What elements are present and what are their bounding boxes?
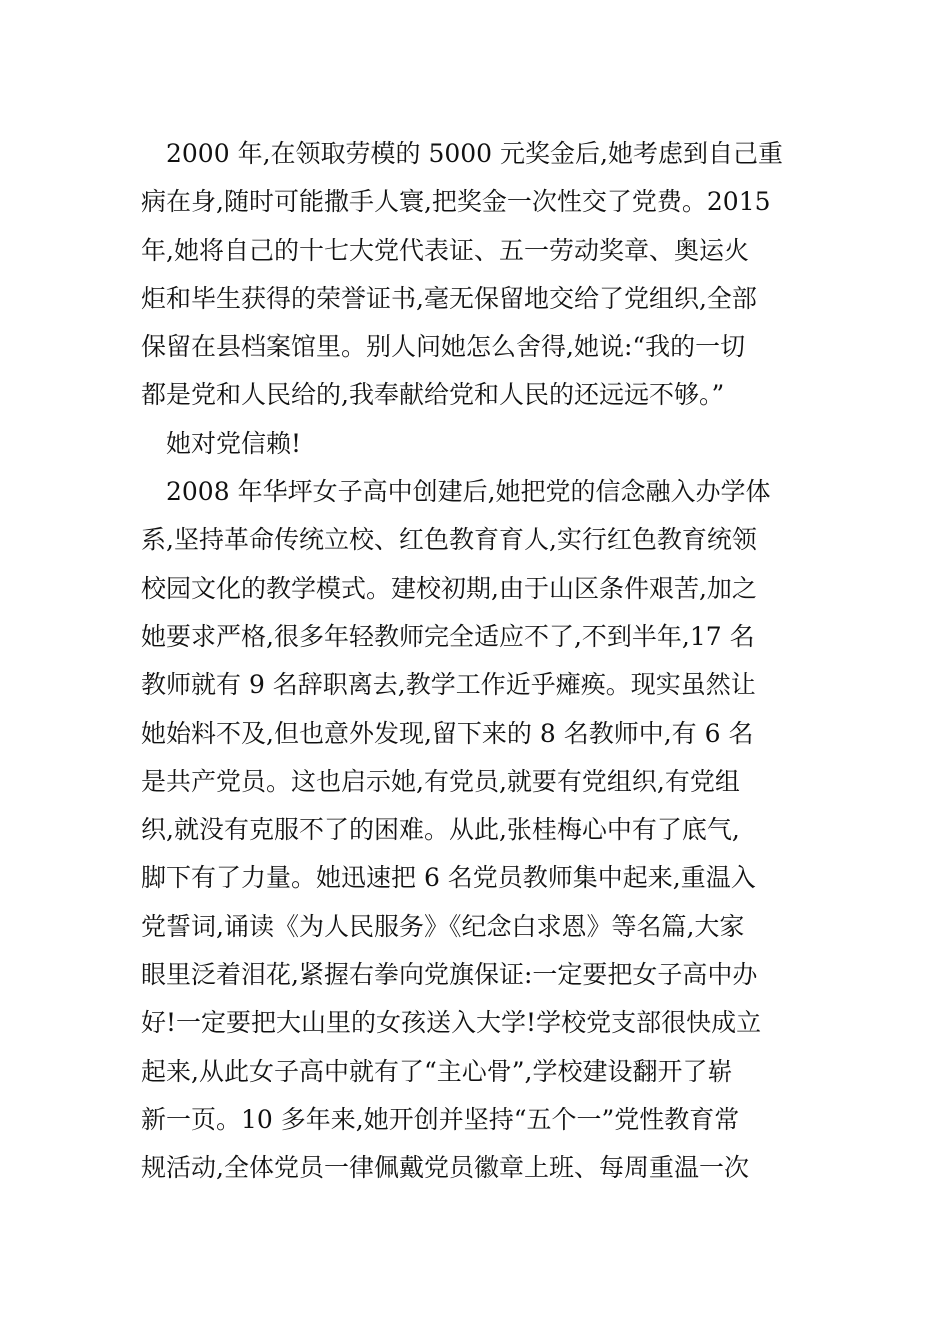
text-line: 她要求严格,很多年轻教师完全适应不了,不到半年,17 名 (141, 621, 755, 651)
text-line: 都是党和人民给的,我奉献给党和人民的还远远不够。” (141, 380, 725, 410)
text-line: 好!一定要把大山里的女孩送入大学!学校党支部很快成立 (141, 1008, 762, 1038)
text-line: 病在身,随时可能撒手人寰,把奖金一次性交了党费。2015 (141, 187, 771, 217)
body-text (141, 130, 801, 1193)
text-line: 织,就没有克服不了的困难。从此,张桂梅心中有了底气, (141, 815, 740, 845)
text-line: 党誓词,诵读《为人民服务》《纪念白求恩》等名篇,大家 (141, 911, 745, 941)
text-line: 她始料不及,但也意外发现,留下来的 8 名教师中,有 6 名 (141, 718, 754, 748)
text-line: 保留在县档案馆里。别人问她怎么舍得,她说:“我的一切 (141, 332, 746, 362)
text-line: 年,她将自己的十七大党代表证、五一劳动奖章、奥运火 (141, 235, 749, 265)
text-line: 教师就有 9 名辞职离去,教学工作近乎瘫痪。现实虽然让 (141, 670, 756, 700)
section-heading-line: 她对党信赖! (141, 428, 302, 458)
text-line: 系,坚持革命传统立校、红色教育育人,实行红色教育统领 (141, 525, 757, 555)
text-line: 是共产党员。这也启示她,有党员,就要有党组织,有党组 (141, 766, 740, 796)
text-line: 规活动,全体党员一律佩戴党员徽章上班、每周重温一次 (141, 1153, 749, 1183)
text-line: 起来,从此女子高中就有了“主心骨”,学校建设翻开了崭 (141, 1056, 733, 1086)
text-line: 脚下有了力量。她迅速把 6 名党员教师集中起来,重温入 (141, 863, 756, 893)
text-line: 炬和毕生获得的荣誉证书,毫无保留地交给了党组织,全部 (141, 283, 757, 313)
text-line: 2008 年华坪女子高中创建后,她把党的信念融入办学体 (141, 477, 771, 507)
text-line: 校园文化的教学模式。建校初期,由于山区条件艰苦,加之 (141, 573, 757, 603)
text-line: 新一页。10 多年来,她开创并坚持“五个一”党性教育常 (141, 1104, 740, 1134)
text-line: 2000 年,在领取劳模的 5000 元奖金后,她考虑到自己重 (141, 139, 783, 168)
text-line: 眼里泛着泪花,紧握右拳向党旗保证:一定要把女子高中办 (141, 960, 758, 990)
